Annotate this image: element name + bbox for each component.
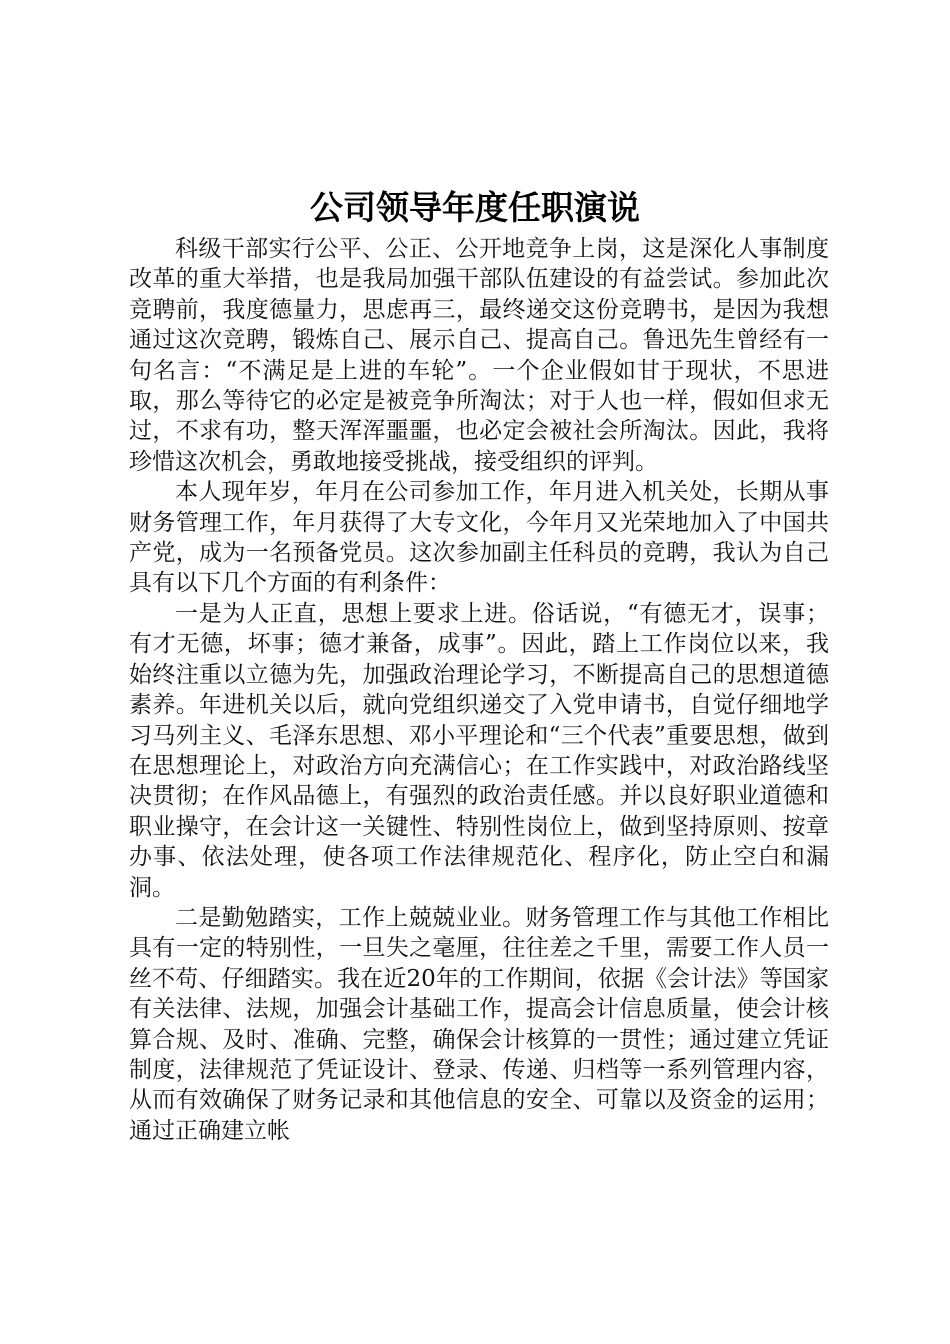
paragraph-point-two: 二是勤勉踏实，工作上兢兢业业。财务管理工作与其他工作相比具有一定的特别性，一旦失之毫厘，往往差之千里，需要工作人员一丝不苟、仔细踏实。我在近20年的工作期间，依据《会计法》等国家有关法律、法规，加强会计基础工作，提高会计信息质量，使会计核算合规、及时、准确、完整，确保会计核算的一贯性；通过建立凭证制度，法律规范了凭证设计、登录、传递、归档等一系列管理内容，从而有效确保了财务记录和其他信息的安全、可靠以及资金的运用；通过正确建立帐 [129,904,829,1144]
paragraph-intro: 科级干部实行公平、公正、公开地竞争上岗，这是深化人事制度改革的重大举措，也是我局加强干部队伍建设的有益尝试。参加此次竞聘前，我度德量力，思虑再三，最终递交这份竞聘书，是因为我想通过这次竞聘，锻炼自己、展示自己、提高自己。鲁迅先生曾经有一句名言：“不满足是上进的车轮”。一个企业假如甘于现状，不思进取，那么等待它的必定是被竞争所淘汰；对于人也一样，假如但求无过，不求有功，整天浑浑噩噩，也必定会被社会所淘汰。因此，我将珍惜这次机会，勇敢地接受挑战，接受组织的评判。 [129,236,829,475]
document-title: 公司领导年度任职演说 [310,188,640,227]
document-body [129,234,829,1146]
paragraph-point-one: 一是为人正直，思想上要求上进。俗话说，“有德无才，误事；有才无德，坏事；德才兼备，成事”。因此，踏上工作岗位以来，我始终注重以立德为先，加强政治理论学习，不断提高自己的思想道德素养。年进机关以后，就向党组织递交了入党申请书，自觉仔细地学习马列主义、毛泽东思想、邓小平理论和“三个代表”重要思想，做到在思想理论上，对政治方向充满信心；在工作实践中，对政治路线坚决贯彻；在作风品德上，有强烈的政治责任感。并以良好职业道德和职业操守，在会计这一关键性、特别性岗位上，做到坚持原则、按章办事、依法处理，使各项工作法律规范化、程序化，防止空白和漏洞。 [129,600,829,901]
paragraph-background: 本人现年岁，年月在公司参加工作，年月进入机关处，长期从事财务管理工作，年月获得了大专文化，今年月又光荣地加入了中国共产党，成为一名预备党员。这次参加副主任科员的竞聘，我认为自己具有以下几个方面的有利条件： [129,479,829,597]
